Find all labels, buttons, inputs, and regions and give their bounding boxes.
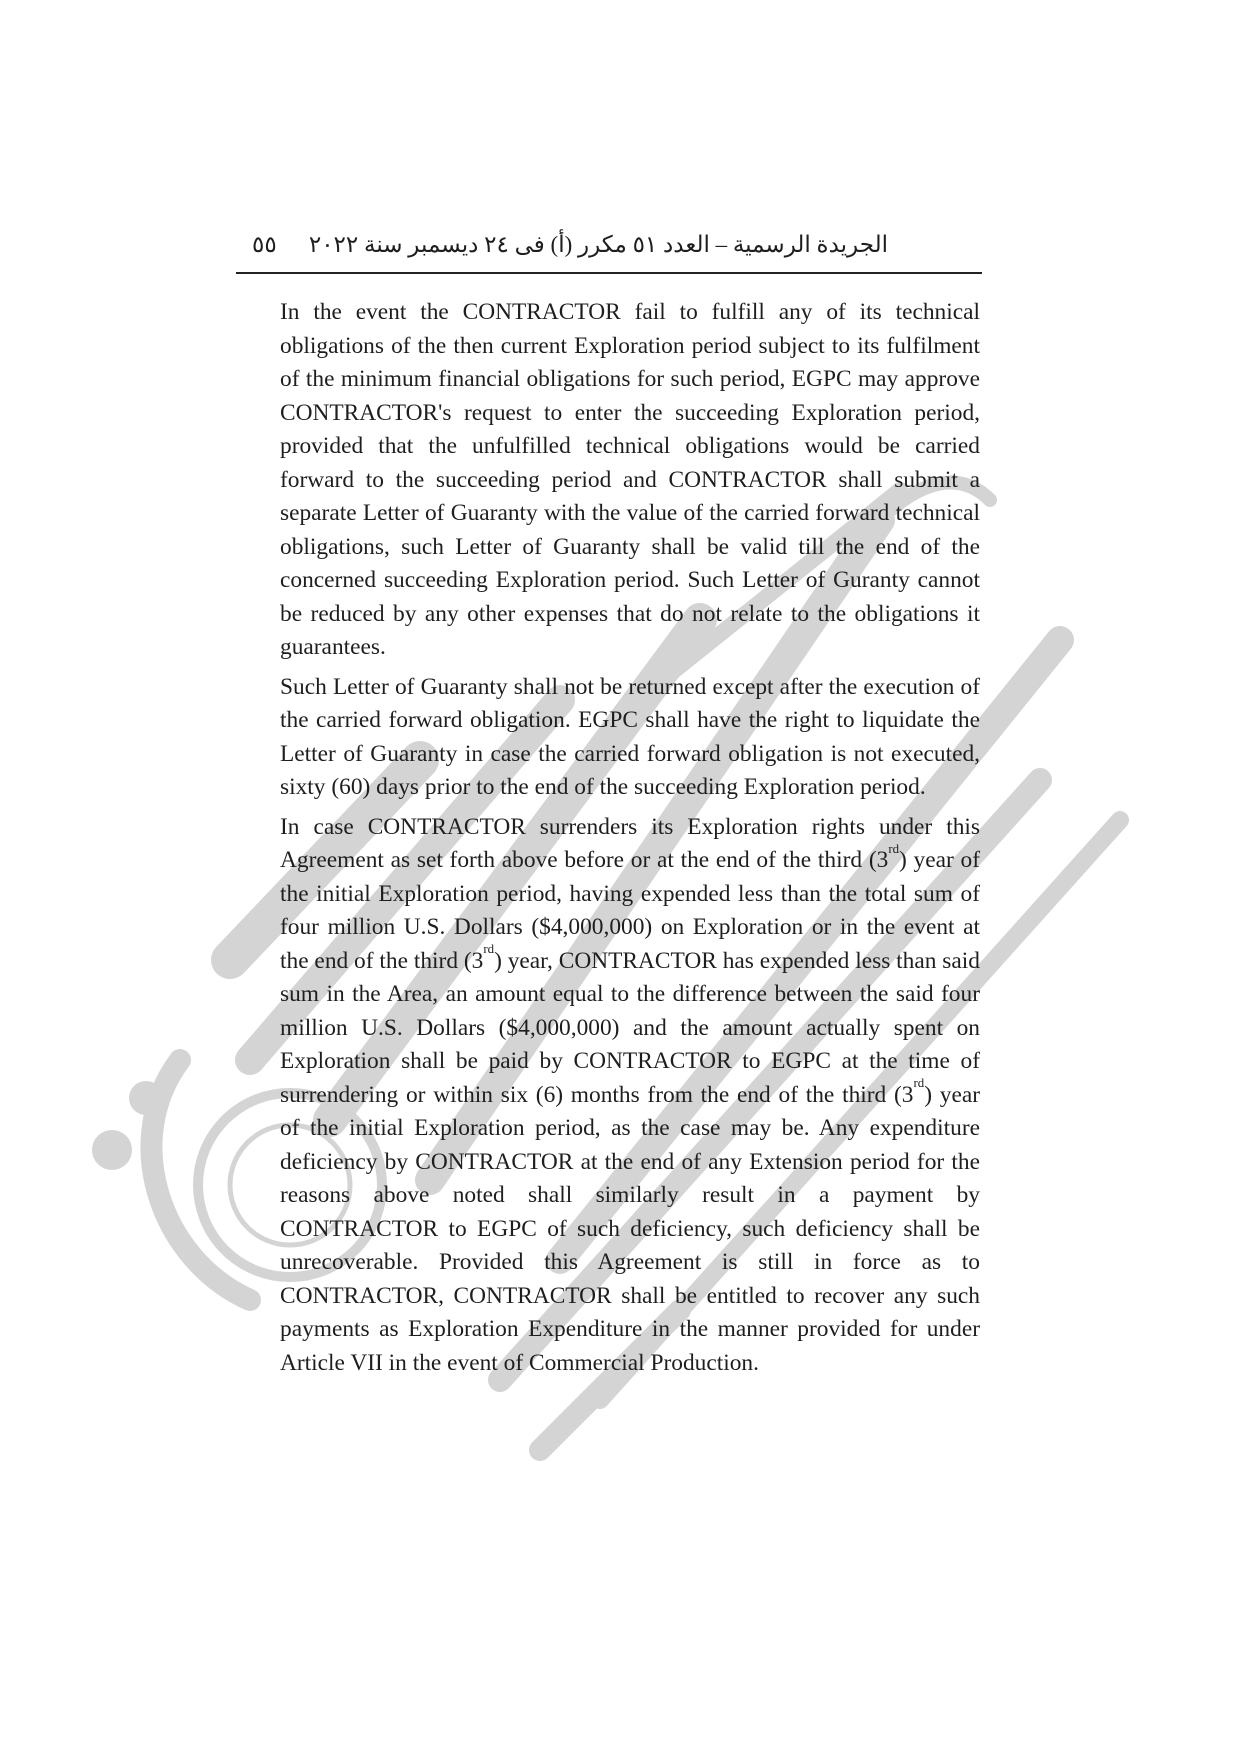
paragraph-1: In the event the CONTRACTOR fail to fulfill any of its technical obligations of the then current Exploration period subject to its fulfilment of the minimum financial obligations for such period, EGPC may approve CONTRACTOR's request to enter the succeeding Exploration period, provided that the unfulfilled technical obligations would be carried forward to the succeeding period and CONTRACTOR shall submit a separate Letter of Guaranty with the value of the carried forward technical obligations, such Letter of Guaranty shall be valid till the end of the concerned succeeding Exploration period. Such Letter of Guranty cannot be reduced by any other expenses that do not relate to the obligations it guarantees. [280,299,980,660]
ordinal-suffix: rd [888,841,900,856]
document-body [280,296,980,1386]
paragraph-3-part-1: In case CONTRACTOR surrenders its Exploration rights under this Agreement as set forth above before or at the end of the third (3 [280,813,980,873]
page-number: ٥٥ [252,232,277,257]
page-header [236,228,982,274]
ordinal-suffix: rd [483,942,495,956]
paragraph-3-part-4: ) year of the initial Exploration period, as the case may be. Any expenditure deficiency by CONTRACTOR at the end of any Extension period for the reasons above noted shall similarly result in a payment by CONTRACTOR to EGPC of such deficiency, such deficiency shall be unrecoverable. Provided this Agreement is still in force as to CONTRACTOR, CONTRACTOR shall be entitled to recover any such payments as Exploration Expenditure in the manner provided for under Article VII in the event of Commercial Production. [280,1081,980,1376]
paragraph-2: Such Letter of Guaranty shall not be returned except after the execution of the carried forward obligation. EGPC shall have the right to liquidate the Letter of Guaranty in case the carried forward obligation is not executed, sixty (60) days prior to the end of the succeeding Exploration period. [280,673,980,800]
paragraph-3 [280,811,980,1381]
paragraph-3-part-3: ) year, CONTRACTOR has expended less than said sum in the Area, an amount equal to the difference between the said four million U.S. Dollars ($4,000,000) and the amount actually spent on Exploration shall be paid by CONTRACTOR to EGPC at the time of surrendering or within six (6) months from the end of the third (3 [280,947,980,1108]
gazette-title: الجريدة الرسمية – العدد ٥١ مكرر (أ) فى ٢٤ ديسمبر سنة ٢٠٢٢ [308,232,888,257]
ordinal-suffix: rd [913,1076,925,1090]
paragraph-3-part-2: ) year of the initial Exploration period, having expended less than the total sum of four million U.S. Dollars ($4,000,000) on Exploration or in the event at the end of the third (3 [280,847,981,974]
